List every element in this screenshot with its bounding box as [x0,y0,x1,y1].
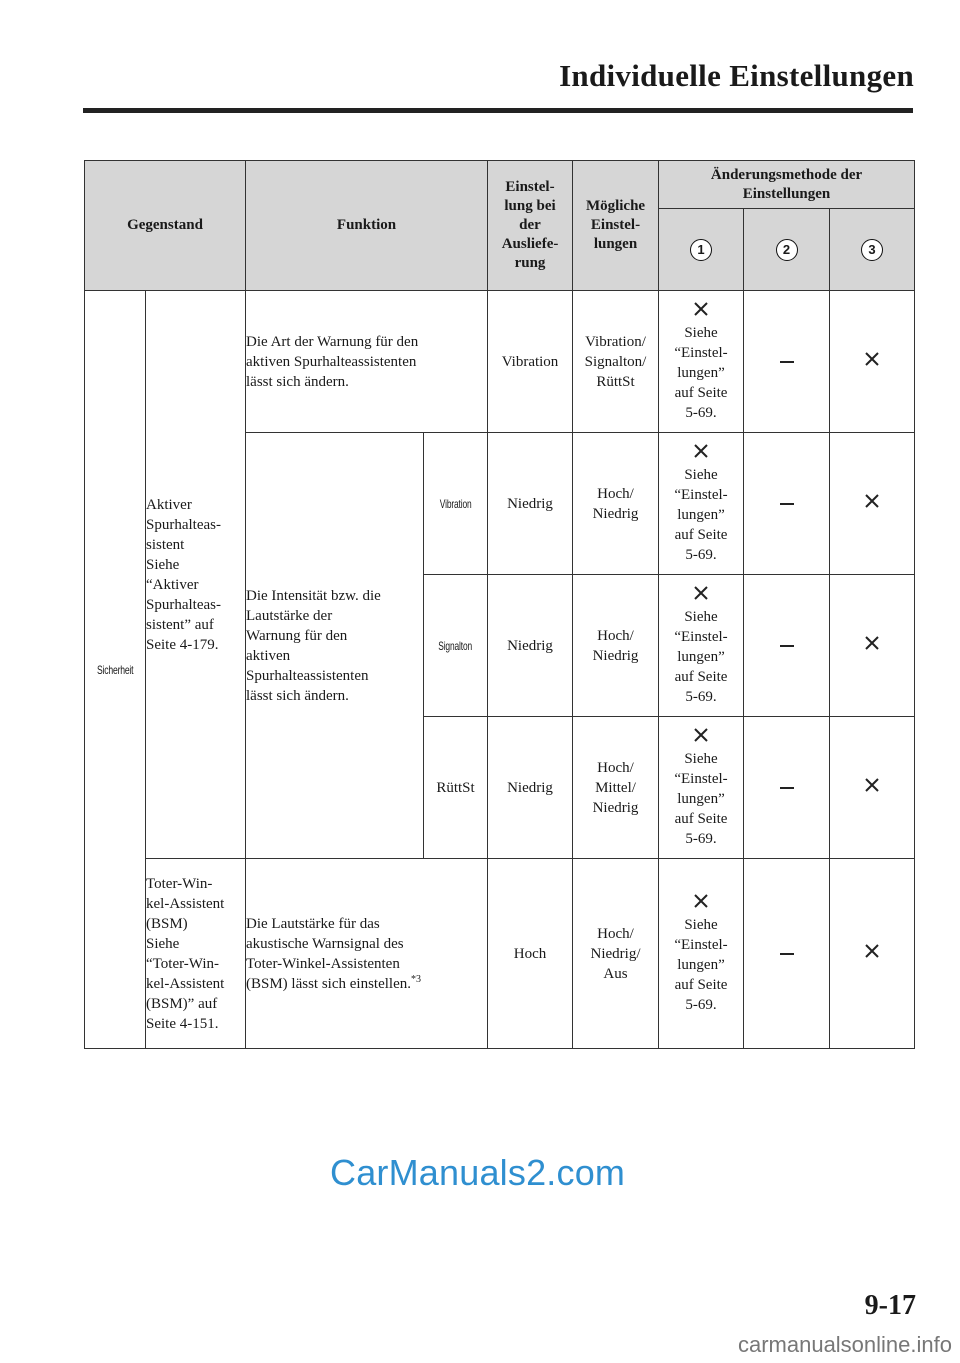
cross-icon [864,351,880,367]
default-cell: Vibration [488,291,573,433]
page-title: Individuelle Einstellungen [559,58,914,93]
method-2-cell [744,291,830,433]
options-cell: Hoch/ Niedrig/ Aus [573,859,659,1049]
options-cell: Hoch/ Mittel/ Niedrig [573,717,659,859]
method-3-cell [830,575,915,717]
method-3-cell [830,859,915,1049]
header-method-2 [744,209,830,291]
dash-icon [780,787,794,789]
sub-item-cell: Signalton [424,575,488,717]
header-method-1 [659,209,744,291]
header-method-3 [830,209,915,291]
dash-icon [780,645,794,647]
function-cell: Die Lautstärke für das akustische Warnsignal des Toter-Winkel-Assistenten (BSM) lässt sich einstellen.$^{*3}$ [246,859,488,1049]
default-cell: Niedrig [488,575,573,717]
cross-icon [693,893,709,909]
method-1-cell [659,291,744,433]
header-funktion: Funktion [246,161,488,291]
cross-icon [864,493,880,509]
table-row [85,859,915,1049]
options-cell: Hoch/ Niedrig [573,575,659,717]
function-cell: Die Intensität bzw. die Lautstärke der Warnung für den aktiven Spurhalteassistenten lässt sich ändern. [246,433,424,859]
cross-icon [864,635,880,651]
cross-icon [693,585,709,601]
method-2-cell [744,575,830,717]
circled-number-1-icon: 1 [690,239,712,261]
method-3-cell [830,291,915,433]
options-cell: Vibration/ Signalton/ RüttSt [573,291,659,433]
function-cell: Die Art der Warnung für den aktiven Spurhalteassistenten lässt sich ändern. [246,291,488,433]
sub-item-cell: RüttSt [424,717,488,859]
item-cell: Aktiver Spurhalteas- sistent Siehe “Aktiver Spurhalteas- sistent” auf Seite 4-179. [146,291,246,859]
settings-table [84,160,915,1049]
sub-item-cell: Vibration [424,433,488,575]
reference-text: Siehe “Einstel- lungen” auf Seite 5-69. [674,466,728,563]
table-row [85,291,915,433]
cross-icon [693,301,709,317]
header-methode: Änderungsmethode der Einstellungen [659,161,915,209]
method-3-cell [830,433,915,575]
header-moegliche: Mögliche Einstel- lungen [573,161,659,291]
method-3-cell [830,717,915,859]
item-cell: Toter-Win- kel-Assistent (BSM) Siehe “Toter-Win- kel-Assistent (BSM)” auf Seite 4-151. [146,859,246,1049]
method-2-cell [744,859,830,1049]
cross-icon [693,443,709,459]
reference-text: Siehe “Einstel- lungen” auf Seite 5-69. [674,750,728,847]
reference-text: Siehe “Einstel- lungen” auf Seite 5-69. [674,608,728,705]
circled-number-2-icon: 2 [776,239,798,261]
header-gegenstand: Gegenstand [85,161,246,291]
default-cell: Niedrig [488,433,573,575]
method-1-cell [659,859,744,1049]
title-divider [83,108,913,113]
cross-icon [864,777,880,793]
header-auslieferung: Einstel- lung bei der Ausliefe- rung [488,161,573,291]
cross-icon [864,943,880,959]
footnote-marker: *3 [411,973,421,985]
method-1-cell [659,433,744,575]
method-1-cell [659,575,744,717]
method-2-cell [744,433,830,575]
cross-icon [693,727,709,743]
category-cell: Sicherheit [85,291,146,1049]
dash-icon [780,361,794,363]
watermark-logo: CarManuals2.com [330,1152,626,1193]
reference-text: Siehe “Einstel- lungen” auf Seite 5-69. [674,916,728,1013]
dash-icon [780,953,794,955]
reference-text: Siehe “Einstel- lungen” auf Seite 5-69. [674,324,728,421]
method-1-cell [659,717,744,859]
default-cell: Niedrig [488,717,573,859]
footer-site-link[interactable]: carmanualsonline.info [737,1332,952,1357]
default-cell: Hoch [488,859,573,1049]
method-2-cell [744,717,830,859]
dash-icon [780,503,794,505]
page-number: 9-17 [864,1290,916,1321]
circled-number-3-icon: 3 [861,239,883,261]
options-cell: Hoch/ Niedrig [573,433,659,575]
